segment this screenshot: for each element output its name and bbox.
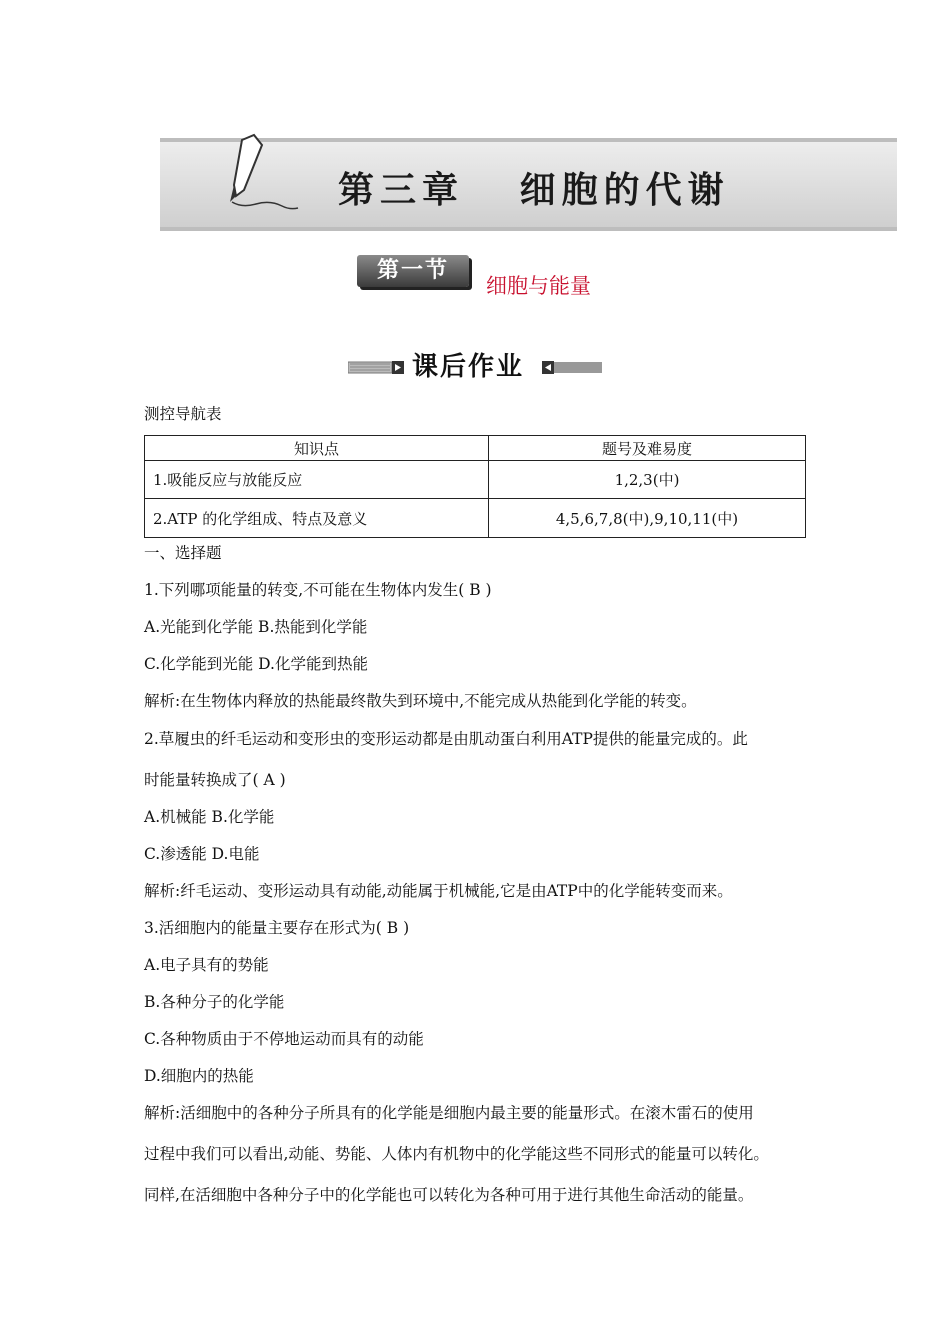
option-line: A.电子具有的势能 <box>144 956 269 974</box>
section-title: 细胞与能量 <box>486 274 591 298</box>
analysis-3-cont: 过程中我们可以看出,动能、势能、人体内有机物中的化学能这些不同形式的能量可以转化。 <box>144 1145 769 1163</box>
option-line: B.各种分子的化学能 <box>144 993 285 1011</box>
table-cell: 1,2,3(中) <box>489 461 806 499</box>
option-line: C.渗透能 D.电能 <box>144 845 260 863</box>
analysis-1: 解析:在生物体内释放的热能最终散失到环境中,不能完成从热能到化学能的转变。 <box>144 692 697 710</box>
homework-title: 课后作业 <box>412 352 525 382</box>
option-line: A.机械能 B.化学能 <box>144 808 275 826</box>
analysis-3: 解析:活细胞中的各种分子所具有的化学能是细胞内最主要的能量形式。在滚木雷石的使用 <box>144 1104 754 1122</box>
table-header: 知识点 <box>145 436 489 461</box>
nav-table-caption: 测控导航表 <box>144 405 222 423</box>
table-header: 题号及难易度 <box>489 436 806 461</box>
table-cell: 2.ATP 的化学组成、特点及意义 <box>145 499 489 538</box>
option-line: A.光能到化学能 B.热能到化学能 <box>144 618 368 636</box>
pencil-icon <box>222 130 302 215</box>
nav-table <box>144 435 806 538</box>
option-line: D.细胞内的热能 <box>144 1067 254 1085</box>
table-row <box>145 499 806 538</box>
analysis-3-cont: 同样,在活细胞中各种分子中的化学能也可以转化为各种可用于进行其他生命活动的能量。 <box>144 1186 754 1204</box>
question-2-cont: 时能量转换成了( A ) <box>144 771 286 789</box>
question-2: 2.草履虫的纤毛运动和变形虫的变形运动都是由肌动蛋白利用ATP提供的能量完成的。此 <box>144 730 748 748</box>
section-badge: 第一节 <box>357 255 469 287</box>
analysis-2: 解析:纤毛运动、变形运动具有动能,动能属于机械能,它是由ATP中的化学能转变而来。 <box>144 882 733 900</box>
option-line: C.各种物质由于不停地运动而具有的动能 <box>144 1030 424 1048</box>
table-cell: 1.吸能反应与放能反应 <box>145 461 489 499</box>
section-heading: 一、选择题 <box>144 544 222 562</box>
chapter-title: 第三章 细胞的代谢 <box>338 170 730 211</box>
question-3: 3.活细胞内的能量主要存在形式为( B ) <box>144 919 410 937</box>
play-left-icon <box>542 361 602 374</box>
option-line: C.化学能到光能 D.化学能到热能 <box>144 655 368 673</box>
play-right-icon <box>348 361 404 374</box>
table-cell: 4,5,6,7,8(中),9,10,11(中) <box>489 499 806 538</box>
table-row <box>145 461 806 499</box>
question-1: 1.下列哪项能量的转变,不可能在生物体内发生( B ) <box>144 581 492 599</box>
